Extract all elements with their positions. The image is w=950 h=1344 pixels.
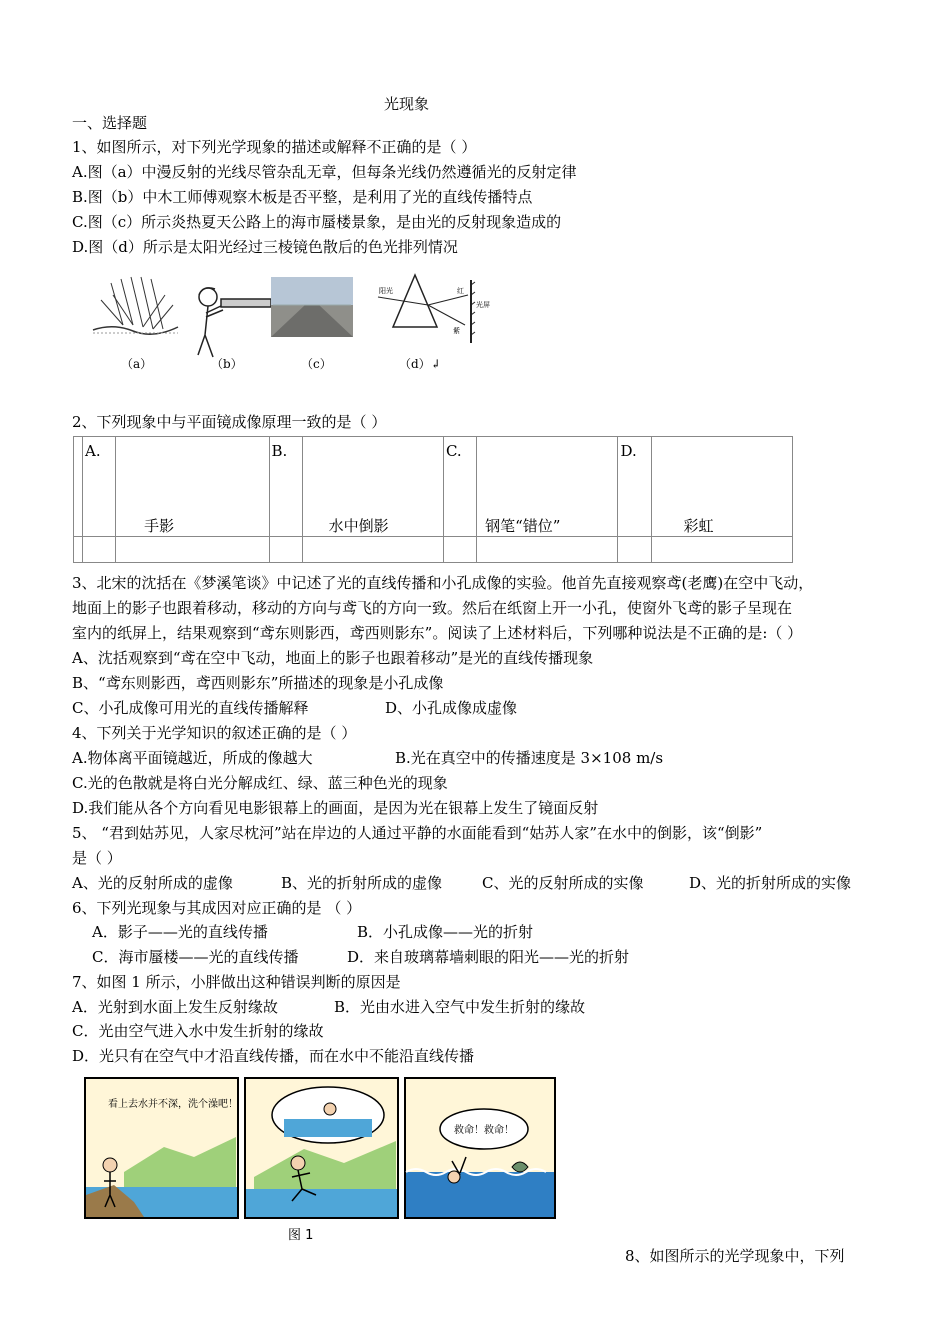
q7-option-b: B．光由水进入空气中发生折射的缘故 bbox=[334, 998, 586, 1016]
q2-option-d-caption: 彩虹 bbox=[683, 517, 714, 535]
q2-stem: 2、下列现象中与平面镜成像原理一致的是（ ） bbox=[72, 413, 387, 431]
q4-stem: 4、下列关于光学知识的叙述正确的是（ ） bbox=[72, 724, 357, 742]
page-title: 光现象 bbox=[384, 95, 430, 113]
caption-b: （b） bbox=[211, 357, 243, 371]
q7-option-c: C．光由空气进入水中发生折射的缘故 bbox=[72, 1022, 324, 1040]
q3-option-c: C、小孔成像可用光的直线传播解释 bbox=[72, 699, 309, 717]
section-heading: 一、选择题 bbox=[72, 114, 148, 132]
carpenter-figure bbox=[198, 288, 271, 357]
q7-stem: 7、如图 1 所示，小胖做出这种错误判断的原因是 bbox=[72, 973, 401, 991]
q4-option-d: D.我们能从各个方向看见电影银幕上的画面，是因为光在银幕上发生了镜面反射 bbox=[72, 799, 599, 817]
q2-option-d-letter: D. bbox=[620, 442, 637, 460]
comic-panel-3 bbox=[405, 1078, 555, 1218]
q3-option-b: B、“鸢东则影西，鸢西则影东”所描述的现象是小孔成像 bbox=[72, 674, 444, 692]
q5-option-d: D、光的折射所成的实像 bbox=[689, 874, 852, 892]
q2-option-c-letter: C. bbox=[445, 442, 462, 460]
q1-stem: 1、如图所示，对下列光学现象的描述或解释不正确的是（ ） bbox=[72, 138, 477, 156]
q3-option-d: D、小孔成像成虚像 bbox=[385, 699, 518, 717]
q6-option-c: C．海市蜃楼——光的直线传播 bbox=[92, 948, 299, 966]
q1-figure-drawing bbox=[73, 265, 488, 377]
q7-option-d: D．光只有在空气中才沿直线传播，而在水中不能沿直线传播 bbox=[72, 1047, 475, 1065]
q2-option-a-letter: A. bbox=[85, 442, 101, 460]
q8-stem: 8、如图所示的光学现象中，下列 bbox=[625, 1247, 845, 1265]
caption-c: （c） bbox=[301, 357, 332, 371]
q1-option-b: B.图（b）中木工师傅观察木板是否平整，是利用了光的直线传播特点 bbox=[72, 188, 533, 206]
prism-label-screen: 光屏 bbox=[476, 301, 490, 309]
q7-figure-caption: 图 1 bbox=[288, 1228, 314, 1243]
q2-options-table bbox=[73, 436, 793, 563]
q7-comic-drawing bbox=[84, 1077, 556, 1222]
q6-option-a: A．影子——光的直线传播 bbox=[92, 923, 268, 941]
q6-stem: 6、下列光现象与其成因对应正确的是 （ ） bbox=[72, 899, 362, 917]
comic-panel-2 bbox=[245, 1078, 398, 1218]
q2-option-b-caption: 水中倒影 bbox=[328, 517, 389, 535]
q5-line-2: 是（ ） bbox=[72, 849, 122, 867]
q1-figure bbox=[73, 265, 488, 377]
q4-option-c: C.光的色散就是将白光分解成红、绿、蓝三种色光的现象 bbox=[72, 774, 448, 792]
q7-comic-figure bbox=[84, 1077, 556, 1222]
q2-option-b-letter: B. bbox=[271, 442, 288, 460]
q6-option-d: D．来自玻璃幕墙刺眼的阳光——光的折射 bbox=[347, 948, 630, 966]
prism-label-violet: 紫 bbox=[453, 327, 460, 335]
comic-bubble-text-1: 看上去水并不深，洗个澡吧！ bbox=[108, 1099, 238, 1110]
prism-label-red: 红 bbox=[457, 287, 464, 295]
q2-option-c-caption: 钢笔“错位” bbox=[485, 517, 561, 535]
q2-option-a-caption: 手影 bbox=[144, 517, 175, 535]
q3-line-1: 3、北宋的沈括在《梦溪笔谈》中记述了光的直线传播和小孔成像的实验。他首先直接观察鸢(老鹰)在空中飞动， bbox=[72, 574, 814, 592]
q5-option-b: B、光的折射所成的虚像 bbox=[281, 874, 443, 892]
q6-option-b: B．小孔成像——光的折射 bbox=[357, 923, 534, 941]
q3-line-3: 室内的纸屏上，结果观察到“鸢东则影西，鸢西则影东”。阅读了上述材料后，下列哪种说法是不正确的是:（ ） bbox=[72, 624, 803, 642]
q4-option-b: B.光在真空中的传播速度是 3×108 m/s bbox=[395, 749, 664, 767]
q4-option-a: A.物体离平面镜越近，所成的像越大 bbox=[72, 749, 313, 767]
q5-option-a: A、光的反射所成的虚像 bbox=[72, 874, 233, 892]
q1-option-c: C.图（c）所示炎热夏天公路上的海市蜃楼景象，是由光的反射现象造成的 bbox=[72, 213, 562, 231]
q5-line-1: 5、 “君到姑苏见，人家尽枕河”站在岸边的人通过平静的水面能看到“姑苏人家”在水中的倒影，该“倒影” bbox=[72, 824, 763, 842]
comic-bubble-text-3: 救命！救命！ bbox=[454, 1125, 514, 1136]
q7-option-a: A．光射到水面上发生反射缘故 bbox=[72, 998, 278, 1016]
prism-dispersion-figure bbox=[378, 275, 475, 343]
q3-option-a: A、沈括观察到“鸢在空中飞动，地面上的影子也跟着移动”是光的直线传播现象 bbox=[72, 649, 594, 667]
prism-label-sun: 阳光 bbox=[379, 287, 393, 295]
q5-option-c: C、光的反射所成的实像 bbox=[482, 874, 644, 892]
caption-d: （d）↲ bbox=[399, 357, 441, 371]
q1-option-a: A.图（a）中漫反射的光线尽管杂乱无章，但每条光线仍然遵循光的反射定律 bbox=[72, 163, 577, 181]
diffuse-reflection-figure bbox=[93, 277, 178, 334]
mirage-road-photo bbox=[271, 277, 353, 337]
q1-option-d: D.图（d）所示是太阳光经过三棱镜色散后的色光排列情况 bbox=[72, 238, 458, 256]
q3-line-2: 地面上的影子也跟着移动，移动的方向与鸢飞的方向一致。然后在纸窗上开一小孔，使窗外飞鸢的影子呈现在 bbox=[72, 599, 793, 617]
caption-a: （a） bbox=[121, 357, 153, 371]
